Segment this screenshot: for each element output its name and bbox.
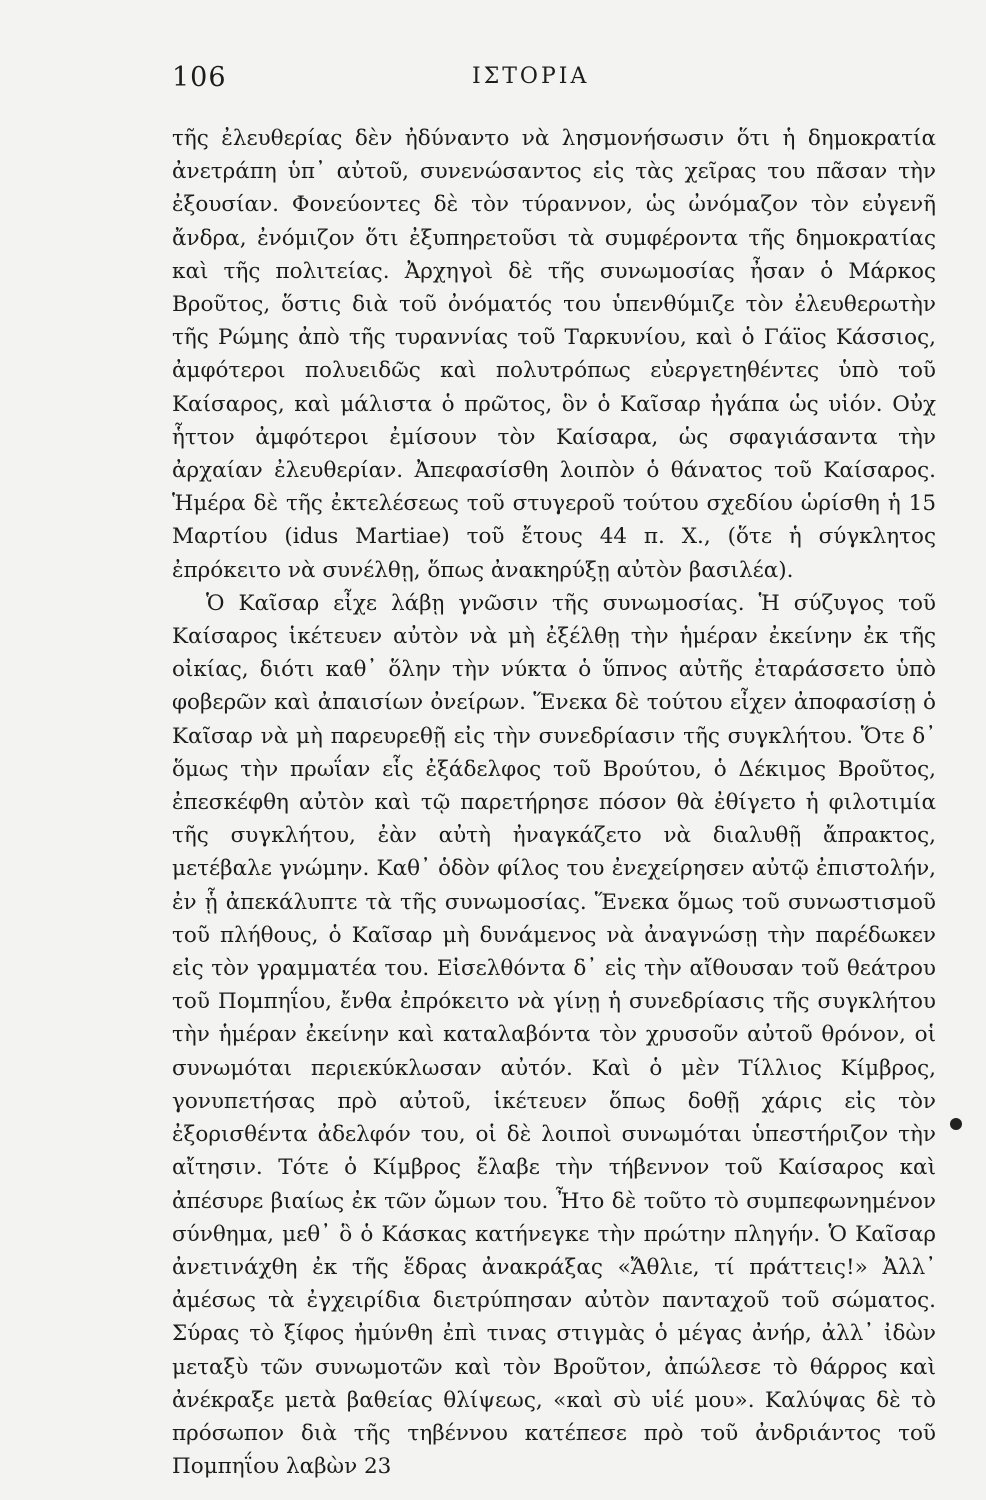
- body-text: [172, 122, 936, 1483]
- running-head: [172, 62, 872, 96]
- paragraph-1: τῆς ἐλευθερίας δὲν ἠδύναντο νὰ λησμονήσωσιν ὅτι ἡ δημοκρατία ἀνετράπη ὑπ᾽ αὐτοῦ, συνενώσαντος εἰς τὰς χεῖρας του πᾶσαν τὴν ἐξουσίαν. Φονεύοντες δὲ τὸν τύραννον, ὡς ὠνόμαζον τὸν εὐγενῆ ἄνδρα, ἐνόμιζον ὅτι ἐξυπηρετοῦσι τὰ συμφέροντα τῆς δημοκρατίας καὶ τῆς πολιτείας. Ἀρχηγοὶ δὲ τῆς συνωμοσίας ἦσαν ὁ Μάρκος Βροῦτος, ὅστις διὰ τοῦ ὀνόματός του ὑπενθύμιζε τὸν ἐλευθερωτὴν τῆς Ρώμης ἀπὸ τῆς τυραννίας τοῦ Ταρκυνίου, καὶ ὁ Γάϊος Κάσσιος, ἀμφότεροι πολυειδῶς καὶ πολυτρόπως εὐεργετηθέντες ὑπὸ τοῦ Καίσαρος, καὶ μάλιστα ὁ πρῶτος, ὃν ὁ Καῖσαρ ἠγάπα ὡς υἱόν. Οὐχ ἧττον ἀμφότεροι ἐμίσουν τὸν Καίσαρα, ὡς σφαγιάσαντα τὴν ἀρχαίαν ἐλευθερίαν. Ἀπεφασίσθη λοιπὸν ὁ θάνατος τοῦ Καίσαρος. Ἡμέρα δὲ τῆς ἐκτελέσεως τοῦ στυγεροῦ τούτου σχεδίου ὡρίσθη ἡ 15 Μαρτίου (idus Martiae) τοῦ ἔτους 44 π. Χ., (ὅτε ἡ σύγκλητος ἐπρόκειτο νὰ συνέλθῃ, ὅπως ἀνακηρύξῃ αὐτὸν βασιλέα).: [172, 126, 936, 583]
- paragraph-2: Ὁ Καῖσαρ εἶχε λάβῃ γνῶσιν τῆς συνωμοσίας. Ἡ σύζυγος τοῦ Καίσαρος ἱκέτευεν αὐτὸν νὰ μὴ ἐξέλθῃ τὴν ἡμέραν ἐκείνην ἐκ τῆς οἰκίας, διότι καθ᾽ ὅλην τὴν νύκτα ὁ ὕπνος αὐτῆς ἐταράσσετο ὑπὸ φοβερῶν καὶ ἀπαισίων ὀνείρων. Ἕνεκα δὲ τούτου εἶχεν ἀποφασίσῃ ὁ Καῖσαρ νὰ μὴ παρευρεθῇ εἰς τὴν συνεδρίασιν τῆς συγκλήτου. Ὅτε δ᾽ ὅμως τὴν πρωΐαν εἷς ἐξάδελφος τοῦ Βρούτου, ὁ Δέκιμος Βροῦτος, ἐπεσκέφθη αὐτὸν καὶ τῷ παρετήρησε πόσον θὰ ἐθίγετο ἡ φιλοτιμία τῆς συγκλήτου, ἐὰν αὐτὴ ἠναγκάζετο νὰ διαλυθῇ ἄπρακτος, μετέβαλε γνώμην. Καθ᾽ ὁδὸν φίλος του ἐνεχείρησεν αὐτῷ ἐπιστολήν, ἐν ᾗ ἀπεκάλυπτε τὰ τῆς συνωμοσίας. Ἕνεκα ὅμως τοῦ συνωστισμοῦ τοῦ πλήθους, ὁ Καῖσαρ μὴ δυνάμενος νὰ ἀναγνώσῃ τὴν παρέδωκεν εἰς τὸν γραμματέα του. Εἰσελθόντα δ᾽ εἰς τὴν αἴθουσαν τοῦ θεάτρου τοῦ Πομπηΐου, ἔνθα ἐπρόκειτο νὰ γίνῃ ἡ συνεδρίασις τῆς συγκλήτου τὴν ἡμέραν ἐκείνην καὶ καταλαβόντα τὸν χρυσοῦν αὐτοῦ θρόνον, οἱ συνωμόται περιεκύκλωσαν αὐτόν. Καὶ ὁ μὲν Τίλλιος Κίμβρος, γονυπετήσας πρὸ αὐτοῦ, ἱκέτευεν ὅπως δοθῇ χάρις εἰς τὸν ἐξορισθέντα ἀδελφόν του, οἱ δὲ λοιποὶ συνωμόται ὑπεστήριζον τὴν αἴτησιν. Τότε ὁ Κίμβρος ἔλαβε τὴν τήβεννον τοῦ Καίσαρος καὶ ἀπέσυρε βιαίως ἐκ τῶν ὤμων του. Ἦτο δὲ τοῦτο τὸ συμπεφωνημένον σύνθημα, μεθ᾽ ὃ ὁ Κάσκας κατήνεγκε τὴν πρώτην πληγήν. Ὁ Καῖσαρ ἀνετινάχθη ἐκ τῆς ἕδρας ἀνακράξας «Ἄθλιε, τί πράττεις!» Ἀλλ᾽ ἀμέσως τὰ ἐγχειρίδια διετρύπησαν αὐτὸν πανταχοῦ τοῦ σώματος. Σύρας τὸ ξίφος ἠμύνθη ἐπὶ τινας στιγμὰς ὁ μέγας ἀνήρ, ἀλλ᾽ ἰδὼν μεταξὺ τῶν συνωμοτῶν καὶ τὸν Βροῦτον, ἀπώλεσε τὸ θάρρος καὶ ἀνέκραξε μετὰ βαθείας θλίψεως, «καὶ σὺ υἱέ μου». Καλύψας δὲ τὸ πρόσωπον διὰ τῆς τηβέννου κατέπεσε πρὸ τοῦ ἀνδριάντος τοῦ Πομπηΐου λαβὼν 23: [172, 590, 936, 1480]
- running-title: ΙΣΤΟΡΙΑ: [472, 64, 590, 89]
- ink-blot-mark: [950, 1118, 962, 1130]
- page-number: 106: [172, 62, 227, 93]
